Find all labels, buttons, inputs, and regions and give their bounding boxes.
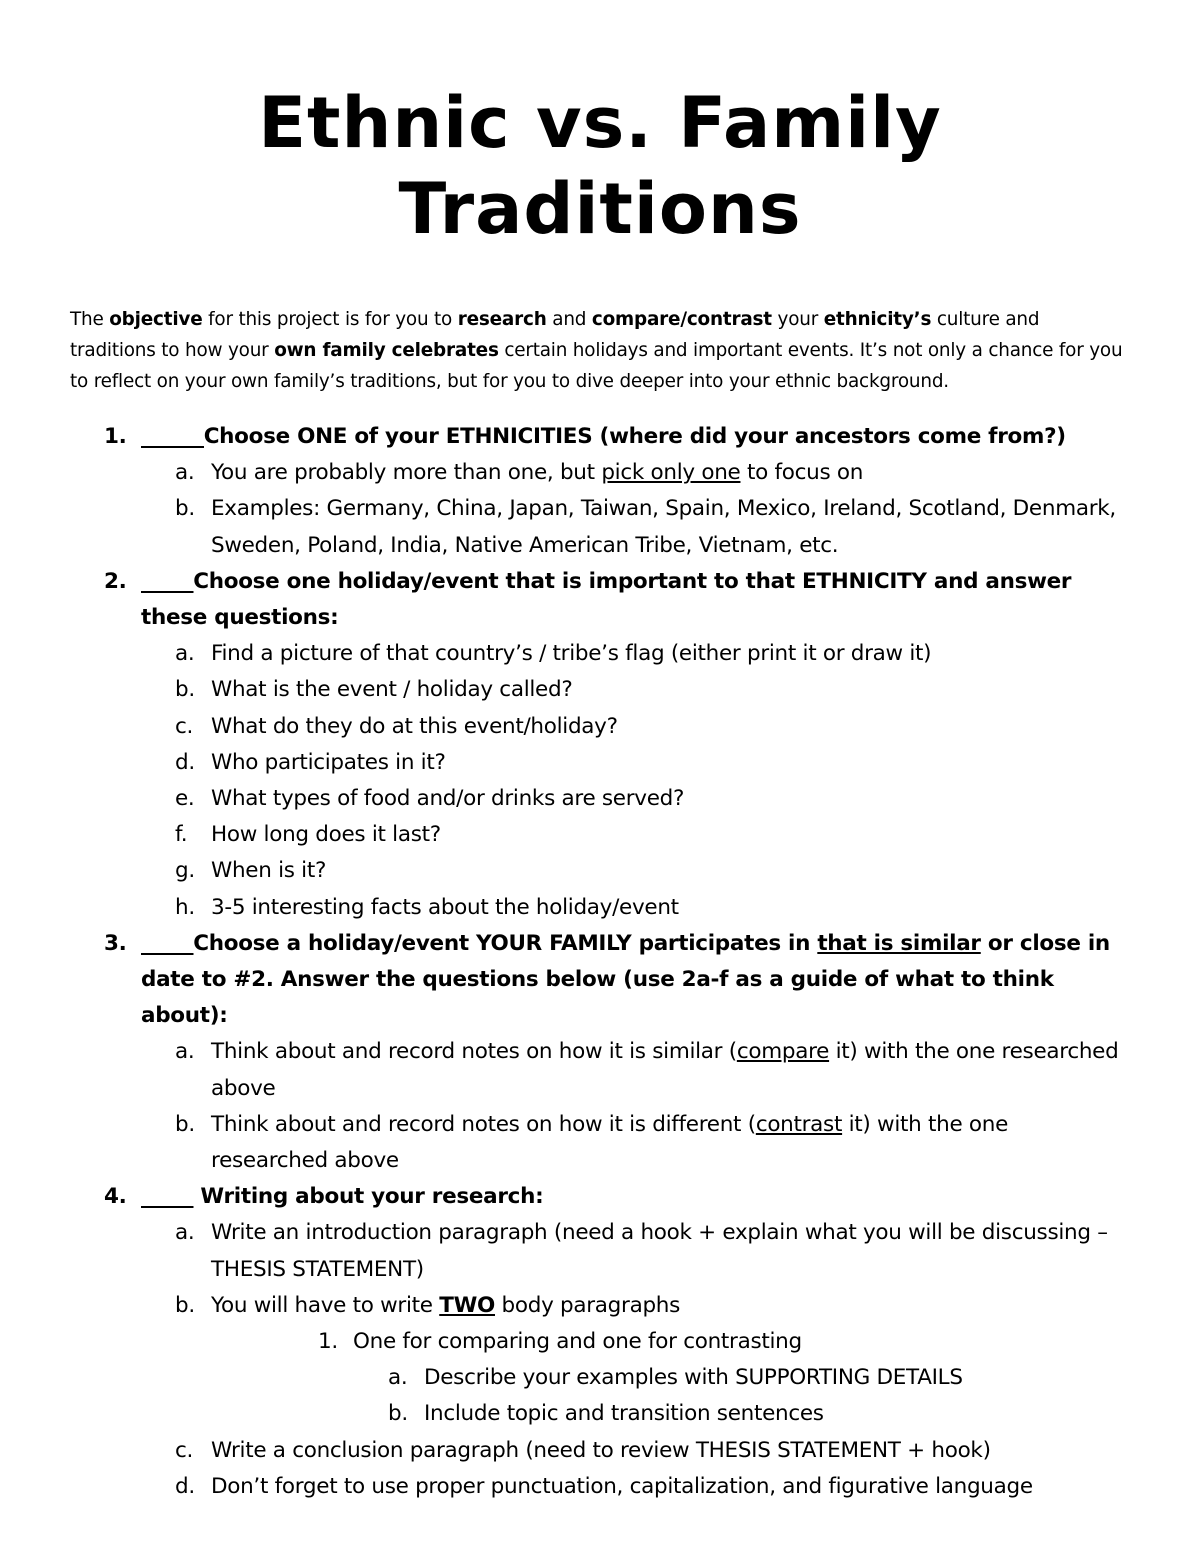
list-item-1	[70, 419, 1130, 455]
list-item-4d	[70, 1469, 1130, 1505]
intro-text: The	[70, 309, 110, 330]
list-item-3	[70, 926, 1130, 1035]
item-text: _____Choose a holiday/event YOUR FAMILY participates in	[141, 930, 818, 956]
item-text: Describe your examples with SUPPORTING DETAILS	[424, 1365, 963, 1391]
list-item-1a	[70, 455, 1130, 491]
item-letter: c.	[175, 1437, 194, 1463]
item-text: _____Choose one holiday/event that is important to that ETHNICITY and answer these questions:	[141, 568, 1072, 631]
item-text: Find a picture of that country’s / tribe’s flag (either print it or draw it)	[211, 641, 932, 667]
item-text: body paragraphs	[495, 1292, 681, 1318]
underlined-text: compare	[736, 1039, 830, 1065]
list-item-2	[70, 564, 1130, 636]
item-text: Examples: Germany, China, Japan, Taiwan, Spain, Mexico, Ireland, Scotland, Denmark, Sweden, Poland, India, Native American Tribe, Vietnam, etc.	[211, 496, 1116, 558]
item-letter: b.	[175, 496, 195, 522]
item-text: You will have to write	[211, 1292, 440, 1318]
intro-paragraph	[70, 304, 1130, 397]
item-letter: b.	[388, 1401, 408, 1427]
item-text: Think about and record notes on how it is different (	[211, 1111, 756, 1137]
item-text: _____ Writing about your research:	[141, 1184, 544, 1210]
item-text: or close in date to #2. Answer the questions below (use 2a-f as a guide of what to think about):	[141, 930, 1110, 1029]
item-letter: d.	[175, 1473, 195, 1499]
list-item-2b	[70, 672, 1130, 708]
instruction-list	[70, 419, 1130, 1505]
intro-text: certain holidays and important events. It’s not only a chance for you to reflect on your own family’s traditions, but for you to dive deeper into your ethnic background.	[70, 340, 1123, 392]
bold-underlined-text: TWO	[439, 1292, 495, 1318]
intro-text: your	[771, 309, 824, 330]
item-text: What is the event / holiday called?	[211, 677, 573, 703]
list-item-4b	[70, 1288, 1130, 1324]
item-number: 3.	[104, 930, 127, 956]
item-text: 3-5 interesting facts about the holiday/event	[211, 894, 679, 920]
underlined-text: contrast	[755, 1111, 843, 1137]
list-item-2c	[70, 709, 1130, 745]
item-text: Write a conclusion paragraph (need to review THESIS STATEMENT + hook)	[211, 1437, 991, 1463]
list-item-4	[70, 1179, 1130, 1215]
list-item-2f	[70, 817, 1130, 853]
item-text: When is it?	[211, 858, 327, 884]
item-number: 4.	[104, 1184, 127, 1210]
item-text: What types of food and/or drinks are served?	[211, 786, 685, 812]
item-text: it) with the one researched above	[211, 1111, 1009, 1174]
list-item-2d	[70, 745, 1130, 781]
item-letter: a.	[175, 1220, 195, 1246]
intro-text: culture and traditions to how your	[70, 309, 1040, 361]
item-letter: f.	[175, 822, 188, 848]
list-item-4b1b	[70, 1396, 1130, 1432]
item-text: to focus on	[740, 460, 864, 486]
item-text: ______Choose ONE of your ETHNICITIES (where did your ancestors come from?)	[141, 424, 1066, 449]
list-item-2h	[70, 890, 1130, 926]
list-item-4c	[70, 1433, 1130, 1469]
intro-text: and	[546, 309, 592, 330]
item-number: 1.	[318, 1329, 338, 1355]
underlined-text: pick only one	[601, 460, 741, 486]
intro-bold: objective	[109, 309, 203, 330]
intro-text: for this project is for you to	[202, 309, 458, 330]
item-letter: a.	[175, 641, 195, 667]
item-text: Who participates in it?	[211, 749, 446, 775]
item-number: 2.	[104, 568, 127, 594]
title-line-1: Ethnic vs. Family	[258, 82, 942, 164]
intro-bold: own family celebrates	[274, 340, 499, 361]
list-item-3a	[70, 1034, 1130, 1106]
item-letter: e.	[175, 786, 195, 812]
intro-bold: research	[457, 309, 547, 330]
item-text: How long does it last?	[211, 822, 441, 848]
item-text: One for comparing and one for contrasting	[353, 1329, 802, 1355]
underlined-text: that is similar	[817, 930, 981, 956]
list-item-2e	[70, 781, 1130, 817]
list-item-4a	[70, 1215, 1130, 1287]
item-letter: c.	[175, 713, 194, 739]
list-item-2a	[70, 636, 1130, 672]
item-text: You are probably more than one, but	[211, 460, 602, 486]
list-item-3b	[70, 1107, 1130, 1179]
item-text: Think about and record notes on how it is similar (	[211, 1039, 737, 1065]
item-number: 1.	[104, 424, 127, 449]
item-text: Don’t forget to use proper punctuation, capitalization, and figurative language	[211, 1473, 1033, 1499]
intro-bold: compare/contrast	[591, 309, 772, 330]
item-letter: b.	[175, 677, 195, 703]
item-text: Write an introduction paragraph (need a hook + explain what you will be discussing – THESIS STATEMENT)	[211, 1220, 1108, 1282]
list-item-2g	[70, 853, 1130, 889]
item-letter: d.	[175, 749, 195, 775]
item-letter: g.	[175, 858, 195, 884]
title-line-2: Traditions	[398, 168, 802, 250]
item-letter: a.	[175, 1039, 195, 1065]
intro-bold: ethnicity’s	[823, 309, 932, 330]
page-title	[70, 80, 1130, 252]
item-text: Include topic and transition sentences	[424, 1401, 824, 1427]
item-letter: h.	[175, 894, 195, 920]
item-text: What do they do at this event/holiday?	[211, 713, 618, 739]
item-letter: a.	[175, 460, 195, 486]
list-item-4b1a	[70, 1360, 1130, 1396]
item-text: it) with the one researched above	[211, 1039, 1119, 1101]
item-letter: b.	[175, 1111, 195, 1137]
list-item-4b1	[70, 1324, 1130, 1360]
item-letter: a.	[388, 1365, 408, 1391]
item-letter: b.	[175, 1292, 195, 1318]
list-item-1b	[70, 491, 1130, 563]
